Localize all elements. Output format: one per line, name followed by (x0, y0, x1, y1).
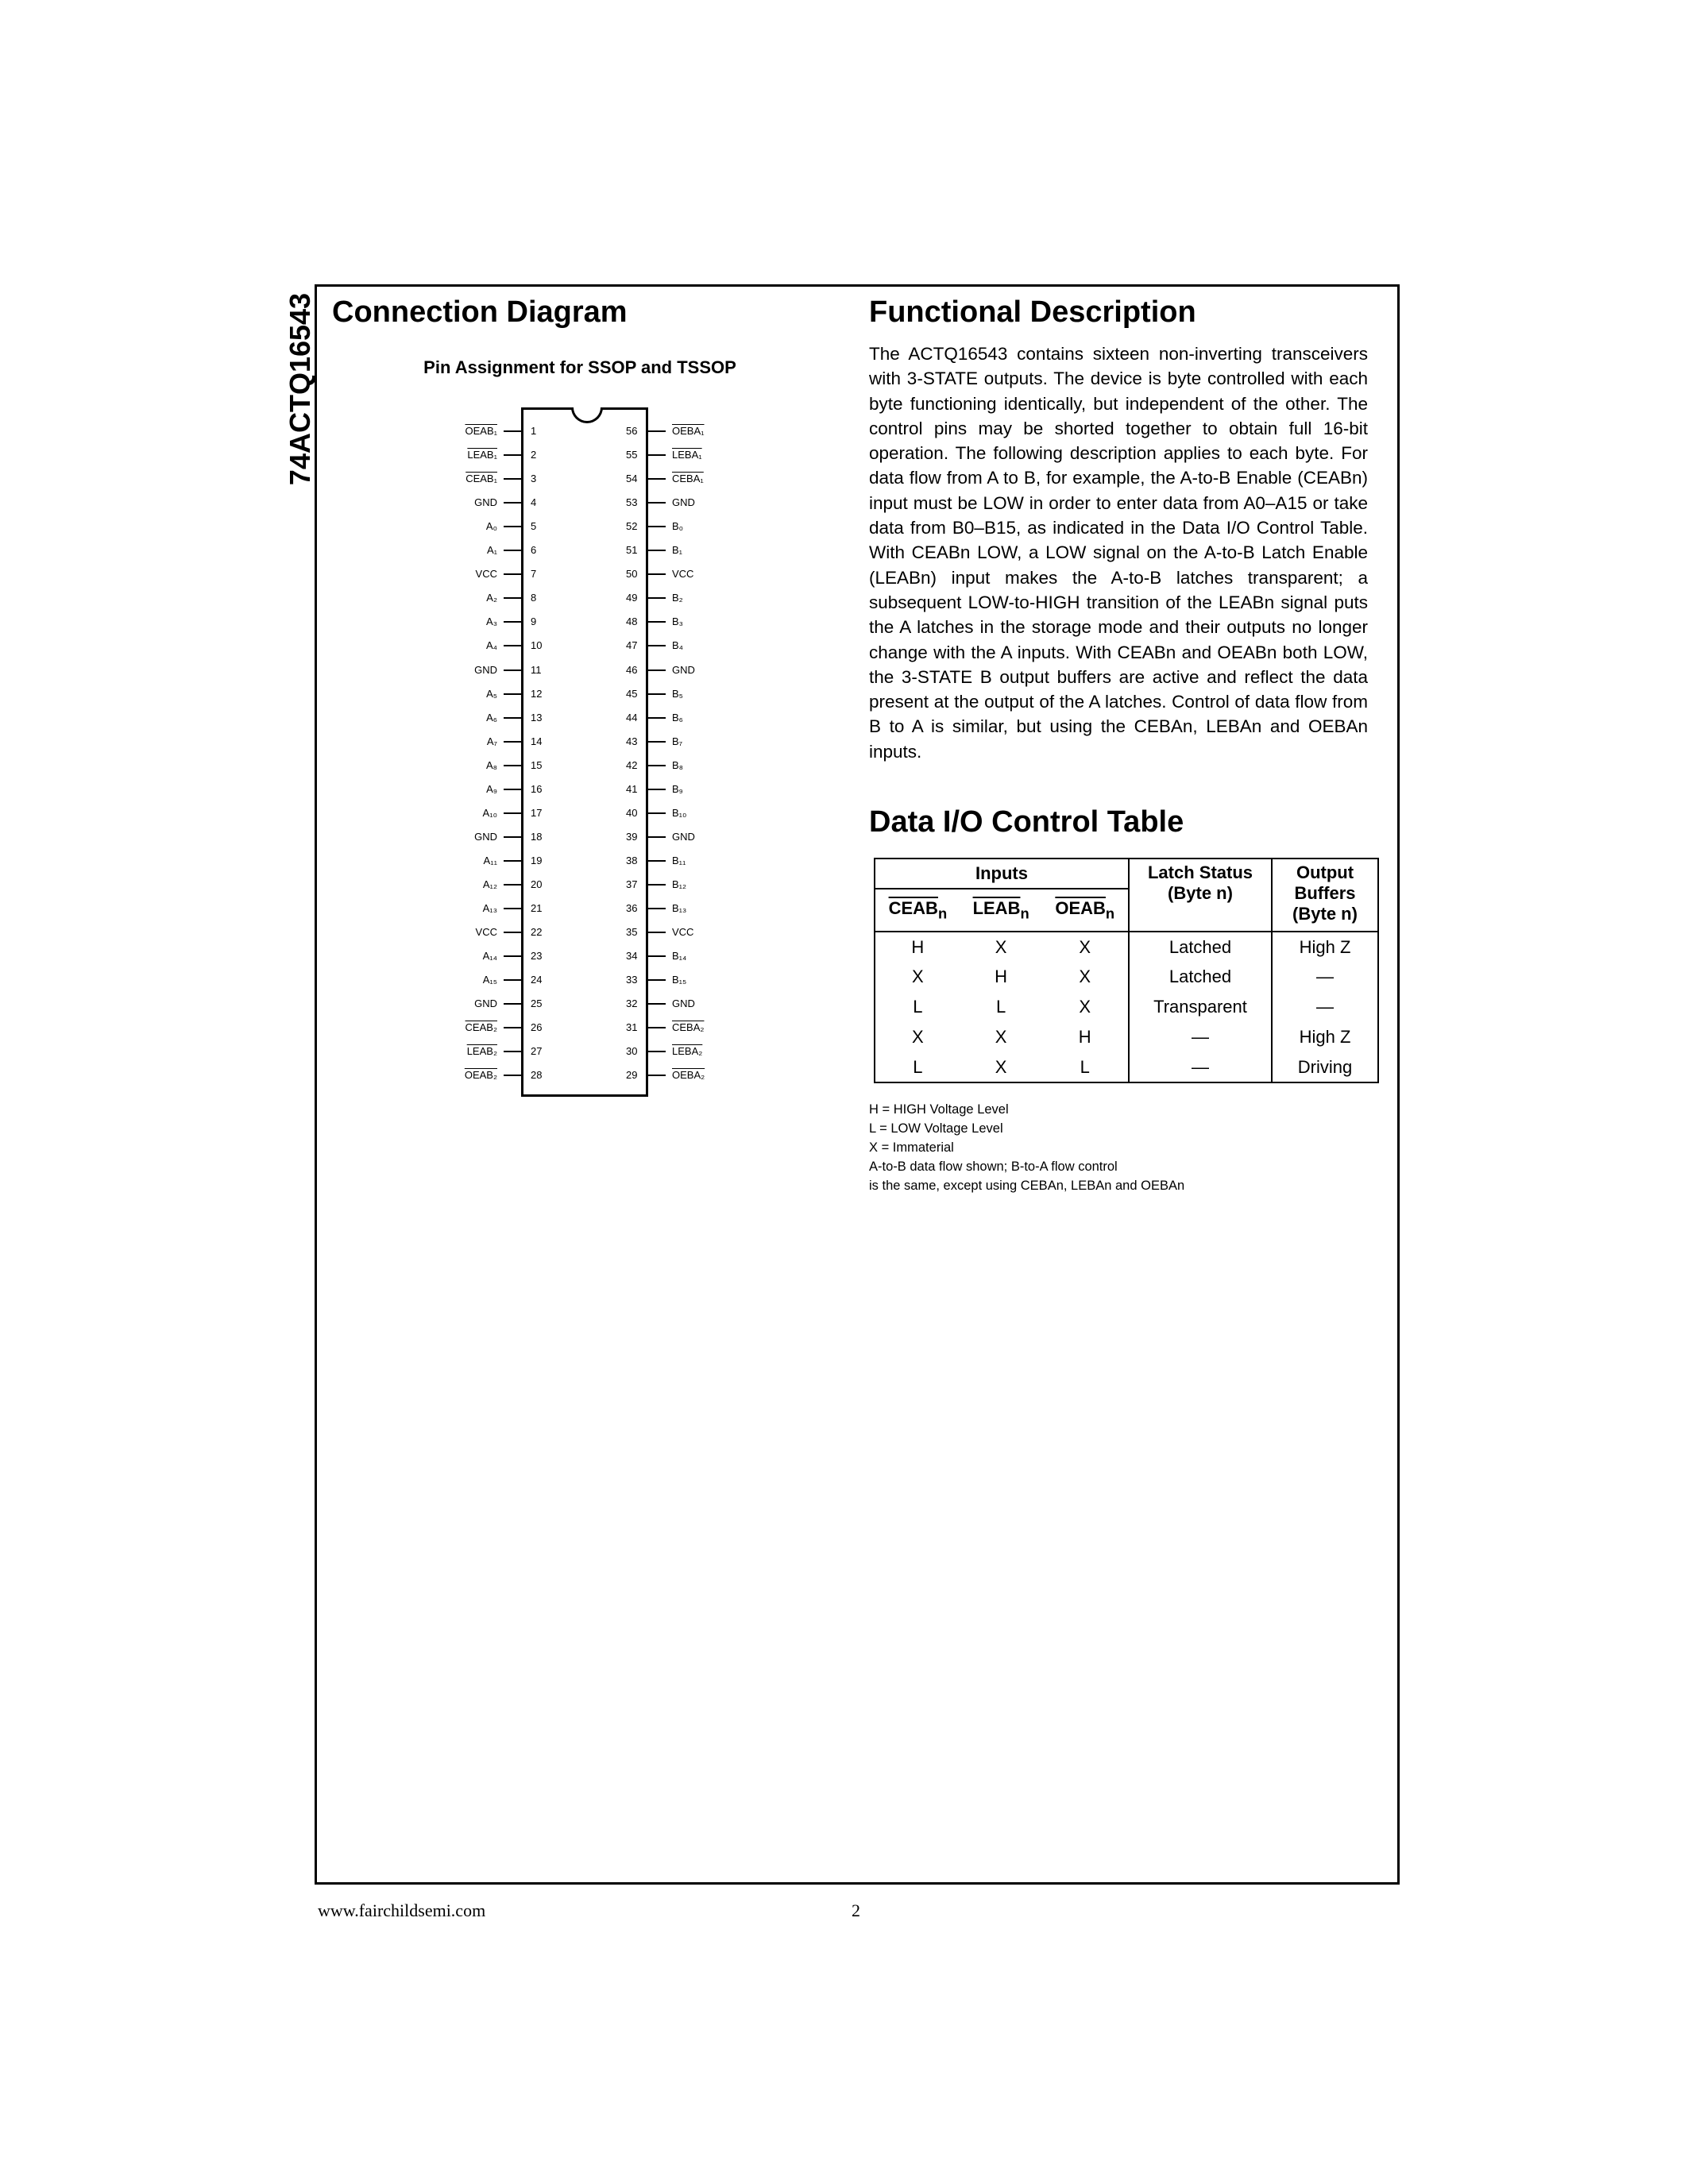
pin-number: 56 (626, 425, 638, 437)
pin-2 (421, 446, 521, 464)
pin-number: 53 (626, 496, 638, 509)
pin-33 (648, 971, 748, 989)
pin-label: A₅ (486, 687, 497, 700)
pin-7 (421, 565, 521, 583)
pin-label: CEBA₁ (672, 473, 704, 485)
pin-lead (504, 765, 521, 766)
data-io-table-title: Data I/O Control Table (869, 805, 1184, 839)
pin-number: 30 (626, 1045, 638, 1058)
pin-6 (421, 542, 521, 559)
pin-8 (421, 589, 521, 607)
pin-number: 35 (626, 926, 638, 939)
table-cell: Latched (1129, 962, 1272, 992)
functional-description-text: The ACTQ16543 contains sixteen non-inverting transceivers with 3-STATE outputs. The device is byte controlled with each byte functioning identically, but independent of the other. The control pins may be shorted together to obtain full 16-bit operation. The following description applies to each byte. For data flow from A to B, for example, the A-to-B Enable (CEABn) input must be LOW in order to enter data from A0–A15 or take data from B0–B15, as indicated in the Data I/O Control Table. With CEABn LOW, a LOW signal on the A-to-B Latch Enable (LEABn) input makes the A-to-B latches transparent; a subsequent LOW-to-HIGH transition of the LEABn signal puts the A latches in the storage mode and their outputs no longer change with the A inputs. With CEABn and OEABn both LOW, the 3-STATE B output buffers are active and reflect the data present at the output of the A latches. Control of data flow from B to A is similar, but using the CEBAn, LEBAn and OEBAn inputs. (869, 344, 1368, 762)
pin-lead (648, 526, 666, 527)
pin-label: GND (474, 997, 497, 1010)
pin-lead (648, 669, 666, 671)
pin-lead (504, 502, 521, 504)
pin-label: OEBA₁ (672, 425, 705, 437)
pin-label: LEBA₁ (672, 449, 702, 461)
pin-42 (648, 757, 748, 774)
pin-label: VCC (475, 926, 497, 939)
pin-label: B₁₁ (672, 854, 686, 866)
table-notes (869, 1100, 1184, 1195)
table-cell: X (875, 1022, 960, 1052)
pin-label: B₁₀ (672, 806, 687, 819)
pin-number: 8 (531, 592, 537, 604)
pin-lead (504, 1003, 521, 1005)
table-cell: X (960, 1052, 1042, 1082)
pin-number: 50 (626, 568, 638, 581)
pin-lead (504, 1051, 521, 1052)
pin-1 (421, 423, 521, 440)
pin-34 (648, 947, 748, 965)
pin-lead (648, 597, 666, 599)
pin-number: 29 (626, 1069, 638, 1082)
ceab-header: $CEAB_n$ (875, 889, 960, 932)
page-number: 2 (852, 1900, 860, 1920)
table-cell: Driving (1272, 1052, 1378, 1082)
pin-number: 21 (531, 902, 543, 914)
pin-label: B₆ (672, 711, 683, 723)
pin-number: 41 (626, 782, 638, 795)
pin-44 (648, 709, 748, 727)
pin-lead (648, 979, 666, 981)
pin-number: 37 (626, 878, 638, 890)
pin-51 (648, 542, 748, 559)
pin-26 (421, 1019, 521, 1036)
pin-number: 5 (531, 520, 537, 533)
pin-number: 27 (531, 1045, 543, 1058)
pin-48 (648, 613, 748, 631)
pin-lead (504, 645, 521, 646)
pin-29 (648, 1067, 748, 1084)
pin-43 (648, 733, 748, 751)
pin-19 (421, 852, 521, 870)
pin-lead (504, 908, 521, 909)
pin-number: 52 (626, 520, 638, 533)
pin-label: CEAB₂ (465, 1021, 497, 1034)
table-cell: H (995, 967, 1008, 986)
pin-number: 46 (626, 663, 638, 676)
side-title-text: 74ACTQ16543 (284, 292, 316, 486)
table-cell: Transparent (1129, 992, 1272, 1022)
pin-lead (504, 860, 521, 862)
table-cell: L (875, 992, 960, 1022)
pin-label: A₁₅ (482, 974, 497, 986)
pin-3 (421, 470, 521, 488)
pin-label: A₈ (485, 758, 497, 771)
pin-lead (504, 955, 521, 957)
pin-label: LEAB₁ (467, 449, 497, 461)
pin-label: A₇ (486, 735, 497, 747)
functional-description-body (869, 341, 1368, 764)
connection-diagram-title: Connection Diagram (332, 295, 628, 329)
pin-lead (648, 836, 666, 838)
pin-54 (648, 470, 748, 488)
pin-47 (648, 637, 748, 654)
pin-41 (648, 781, 748, 798)
pin-lead (648, 645, 666, 646)
side-title (276, 286, 324, 492)
output-buffers-header: Output Buffers (Byte n) (1272, 859, 1378, 932)
pin-label: B₁₄ (672, 950, 687, 963)
pin-label: B₁₃ (672, 902, 687, 914)
package-notch (571, 407, 603, 423)
pin-label: VCC (475, 568, 497, 581)
pin-lead (648, 1027, 666, 1028)
pin-label: A₁₀ (482, 806, 497, 819)
data-io-control-table (874, 858, 1379, 1083)
leab-header: $LEAB_n$ (960, 889, 1042, 932)
pin-label: A₁₁ (483, 854, 497, 866)
pin-lead (648, 1051, 666, 1052)
pin-label: A₃ (486, 615, 497, 628)
pin-27 (421, 1043, 521, 1060)
pin-label: B₃ (672, 615, 683, 628)
table-cell: High Z (1272, 932, 1378, 962)
pin-label: B₁ (672, 544, 683, 557)
pin-lead (504, 1027, 521, 1028)
pin-label: A₁ (486, 544, 497, 557)
pin-label: B₂ (672, 592, 683, 604)
pin-lead (504, 597, 521, 599)
pin-lead (504, 932, 521, 933)
pin-number: 44 (626, 711, 638, 723)
pin-number: 25 (531, 997, 543, 1010)
table-cell: X (960, 932, 1042, 962)
table-row (875, 992, 1378, 1022)
pin-lead (504, 621, 521, 623)
pin-number: 36 (626, 902, 638, 914)
pin-label: CEAB₁ (465, 473, 497, 485)
pin-25 (421, 995, 521, 1013)
pin-lead (648, 1003, 666, 1005)
pin-number: 23 (531, 950, 543, 963)
table-cell: X (995, 1027, 1007, 1047)
pin-label: A₂ (486, 592, 497, 604)
pin-number: 16 (531, 782, 543, 795)
pin-label: B₇ (672, 735, 683, 747)
pin-number: 1 (531, 425, 537, 437)
pin-lead (648, 454, 666, 456)
table-row (875, 932, 1378, 962)
pin-label: LEAB₂ (466, 1045, 497, 1058)
pin-label: GND (474, 830, 497, 843)
pin-label: A₆ (486, 711, 497, 723)
pin-46 (648, 662, 748, 679)
pin-number: 24 (531, 974, 543, 986)
pin-13 (421, 709, 521, 727)
pin-17 (421, 805, 521, 822)
pin-22 (421, 924, 521, 941)
pin-number: 7 (531, 568, 537, 581)
note-line: A-to-B data flow shown; B-to-A flow control (869, 1160, 1118, 1174)
pin-number: 38 (626, 854, 638, 866)
pin-lead (648, 908, 666, 909)
table-body (875, 932, 1378, 1082)
pin-lead (504, 693, 521, 695)
pin-37 (648, 876, 748, 893)
pin-number: 19 (531, 854, 543, 866)
pin-lead (504, 717, 521, 719)
pin-label: A₁₂ (482, 878, 497, 890)
note-line: X = Immaterial (869, 1140, 954, 1155)
pin-lead (648, 693, 666, 695)
pin-label: B₀ (672, 520, 684, 533)
pin-20 (421, 876, 521, 893)
pin-9 (421, 613, 521, 631)
table-cell: — (1129, 1052, 1272, 1082)
footer-url[interactable]: www.fairchildsemi.com (318, 1900, 486, 1920)
pin-53 (648, 494, 748, 511)
pin-number: 49 (626, 592, 638, 604)
note-line: is the same, except using CEBAn, LEBAn and OEBAn (869, 1179, 1185, 1193)
pin-39 (648, 828, 748, 846)
pin-16 (421, 781, 521, 798)
pin-lead (504, 979, 521, 981)
pin-number: 55 (626, 449, 638, 461)
pin-label: CEBA₂ (672, 1021, 705, 1034)
pin-number: 22 (531, 926, 543, 939)
pin-number: 51 (626, 544, 638, 557)
pin-lead (648, 932, 666, 933)
pin-number: 13 (531, 711, 543, 723)
pin-lead (648, 789, 666, 790)
pin-label: OEAB₁ (465, 425, 497, 437)
pin-lead (648, 717, 666, 719)
pin-number: 11 (531, 663, 542, 676)
table-cell: X (1041, 932, 1129, 962)
pin-number: 34 (626, 950, 638, 963)
pin-lead (504, 526, 521, 527)
pin-number: 17 (531, 806, 543, 819)
pin-40 (648, 805, 748, 822)
pin-24 (421, 971, 521, 989)
pin-number: 42 (626, 758, 638, 771)
pin-label: GND (474, 496, 497, 509)
pin-49 (648, 589, 748, 607)
latch-status-header: Latch Status (Byte n) (1129, 859, 1272, 932)
pin-lead (648, 741, 666, 743)
pin-lead (648, 621, 666, 623)
pin-30 (648, 1043, 748, 1060)
table-cell: X (1041, 962, 1129, 992)
pin-label: B₉ (672, 782, 683, 795)
pin-35 (648, 924, 748, 941)
table-cell: L (875, 1052, 960, 1082)
pin-label: GND (672, 663, 695, 676)
pin-18 (421, 828, 521, 846)
pin-label: B₈ (672, 758, 684, 771)
table-row (875, 1022, 1378, 1052)
table-cell: L (995, 997, 1006, 1017)
pin-number: 45 (626, 687, 638, 700)
oeab-header: $OEAB_n$ (1041, 889, 1129, 932)
pin-label: B₅ (672, 687, 683, 700)
pin-4 (421, 494, 521, 511)
pin-label: OEBA₂ (672, 1069, 705, 1082)
pin-12 (421, 685, 521, 703)
pin-label: GND (672, 997, 695, 1010)
table-cell: X (1041, 992, 1129, 1022)
pin-lead (504, 430, 521, 432)
pin-lead (504, 884, 521, 886)
pin-lead (648, 884, 666, 886)
pin-36 (648, 900, 748, 917)
pin-lead (504, 669, 521, 671)
table-cell: H (1041, 1022, 1129, 1052)
pin-lead (648, 812, 666, 814)
pin-number: 48 (626, 615, 638, 628)
pin-number: 39 (626, 830, 638, 843)
table-cell: — (1129, 1022, 1272, 1052)
pin-52 (648, 518, 748, 535)
pin-label: A₄ (486, 639, 497, 652)
pin-number: 2 (531, 449, 537, 461)
pin-label: LEBA₂ (672, 1045, 703, 1058)
table-cell: H (875, 932, 960, 962)
pin-38 (648, 852, 748, 870)
pin-number: 33 (626, 974, 638, 986)
pin-number: 32 (626, 997, 638, 1010)
pin-number: 40 (626, 806, 638, 819)
table-row (875, 962, 1378, 992)
pin-lead (648, 1075, 666, 1076)
pin-lead (504, 789, 521, 790)
pin-lead (504, 454, 521, 456)
pin-lead (504, 836, 521, 838)
pin-number: 18 (531, 830, 543, 843)
pin-11 (421, 662, 521, 679)
pin-50 (648, 565, 748, 583)
pin-23 (421, 947, 521, 965)
pin-label: A₁₄ (482, 950, 497, 963)
pin-lead (648, 502, 666, 504)
pin-number: 10 (531, 639, 543, 652)
pin-lead (504, 573, 521, 575)
pin-lead (648, 765, 666, 766)
pin-55 (648, 446, 748, 464)
pin-56 (648, 423, 748, 440)
table-row (875, 1052, 1378, 1082)
note-line: L = LOW Voltage Level (869, 1121, 1003, 1136)
pin-lead (504, 741, 521, 743)
pin-label: A₁₃ (482, 902, 497, 914)
pin-number: 15 (531, 758, 543, 771)
pin-31 (648, 1019, 748, 1036)
pin-21 (421, 900, 521, 917)
pin-number: 26 (531, 1021, 543, 1034)
pin-label: GND (672, 830, 695, 843)
pin-number: 9 (531, 615, 537, 628)
pin-number: 54 (626, 473, 638, 485)
pin-label: B₁₂ (672, 878, 687, 890)
pin-lead (648, 430, 666, 432)
pin-label: OEAB₂ (464, 1069, 497, 1082)
pin-lead (504, 812, 521, 814)
pin-number: 3 (531, 473, 537, 485)
pin-number: 20 (531, 878, 543, 890)
table-cell: L (1041, 1052, 1129, 1082)
pin-number: 14 (531, 735, 543, 747)
pin-45 (648, 685, 748, 703)
pin-lead (648, 478, 666, 480)
pin-label: VCC (672, 568, 694, 581)
pin-lead (648, 550, 666, 551)
pin-label: GND (474, 663, 497, 676)
pin-15 (421, 757, 521, 774)
pin-label: B₄ (672, 639, 683, 652)
note-line: H = HIGH Voltage Level (869, 1102, 1009, 1117)
pin-number: 12 (531, 687, 543, 700)
pin-5 (421, 518, 521, 535)
pin-number: 4 (531, 496, 537, 509)
table-cell: — (1272, 992, 1378, 1022)
pin-number: 28 (531, 1069, 543, 1082)
pin-number: 47 (626, 639, 638, 652)
pin-32 (648, 995, 748, 1013)
pin-label: VCC (672, 926, 694, 939)
pin-lead (504, 1075, 521, 1076)
pin-14 (421, 733, 521, 751)
pin-label: A₉ (486, 782, 497, 795)
pin-number: 43 (626, 735, 638, 747)
table-cell: Latched (1129, 932, 1272, 962)
pin-label: B₁₅ (672, 974, 687, 986)
table-cell: X (875, 962, 960, 992)
pin-lead (648, 955, 666, 957)
pin-lead (504, 478, 521, 480)
pin-lead (648, 573, 666, 575)
pin-10 (421, 637, 521, 654)
pin-lead (504, 550, 521, 551)
pin-number: 6 (531, 544, 537, 557)
table-cell: High Z (1272, 1022, 1378, 1052)
pin-label: A₀ (485, 520, 497, 533)
pin-number: 31 (626, 1021, 638, 1034)
inputs-header: Inputs (875, 859, 1129, 889)
pin-28 (421, 1067, 521, 1084)
pin-label: GND (672, 496, 695, 509)
table-cell: — (1272, 962, 1378, 992)
functional-description-title: Functional Description (869, 295, 1196, 329)
pin-assignment-subtitle: Pin Assignment for SSOP and TSSOP (423, 357, 736, 377)
pin-lead (648, 860, 666, 862)
